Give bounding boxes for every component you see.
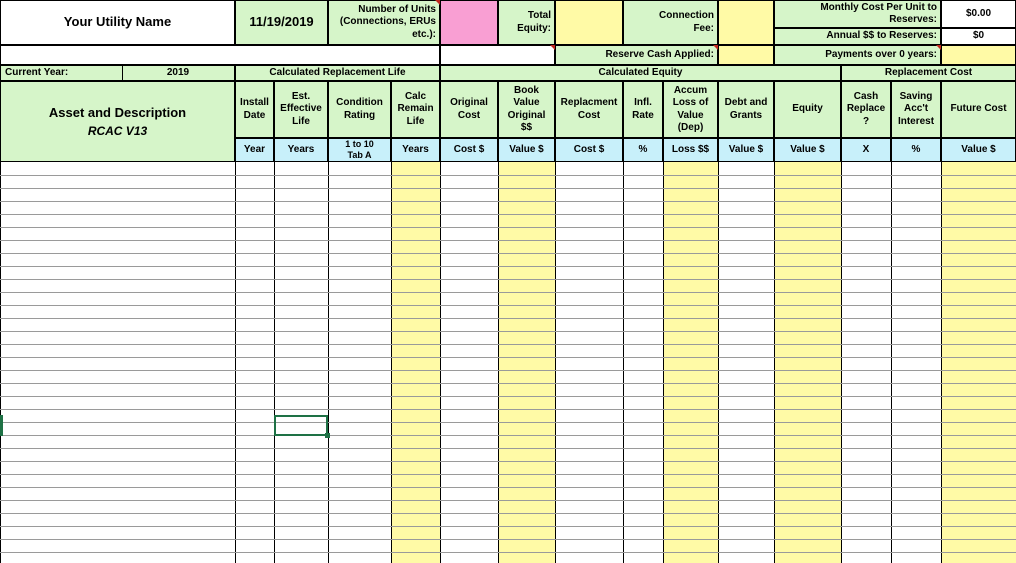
data-column-debt-grants[interactable] [718,162,774,563]
row-gridline [0,201,1016,202]
current-year-label: Current Year: [5,66,123,80]
asset-version: RCAC V13 [87,123,148,138]
reserve-cash-label: Reserve Cash Applied: [555,45,718,65]
connection-fee-label: Connection Fee: [623,0,718,45]
row-gridline [0,344,1016,345]
row-gridline [0,461,1016,462]
row-gridline [0,448,1016,449]
selected-cell[interactable] [274,415,328,436]
row-gridline [0,539,1016,540]
date-cell[interactable]: 11/19/2019 [235,0,328,45]
fill-handle[interactable] [325,433,330,438]
unit-saving-interest: % [891,138,941,162]
unit-book-value: Value $ [498,138,555,162]
comment-marker[interactable] [936,45,941,50]
column-header-condition-rating: Condition Rating [328,81,391,138]
data-column-cash-replace[interactable] [841,162,891,563]
column-header-remain-life: Calc Remain Life [391,81,440,138]
row-gridline [0,292,1016,293]
row-indicator [0,415,3,436]
column-header-saving-interest: Saving Acc't Interest [891,81,941,138]
reserve-blank-cell[interactable] [440,45,555,65]
asset-column[interactable] [0,162,235,563]
row-gridline [0,266,1016,267]
column-header-future-cost: Future Cost [941,81,1016,138]
units-label: Number of Units (Connections, ERUs etc.): [328,0,440,45]
data-column-saving-interest[interactable] [891,162,941,563]
row-gridline [0,513,1016,514]
unit-accum-loss: Loss $$ [663,138,718,162]
column-header-book-value: Book Value Original $$ [498,81,555,138]
row-gridline [0,279,1016,280]
row-gridline [0,526,1016,527]
comment-marker[interactable] [550,45,555,50]
column-header-equity: Equity [774,81,841,138]
asset-title: Asset and Description [48,104,187,120]
units-input[interactable] [440,0,498,45]
column-header-original-cost: Original Cost [440,81,498,138]
unit-effective-life: Years [274,138,328,162]
row-gridline [0,175,1016,176]
unit-install-date: Year [235,138,274,162]
section-calculated-equity: Calculated Equity [440,65,841,81]
row-gridline [0,305,1016,306]
row-gridline [0,253,1016,254]
data-column-future-cost[interactable] [941,162,1016,563]
current-year-bar [0,65,235,81]
unit-condition-rating: 1 to 10 Tab A [328,138,391,162]
data-column-remain-life[interactable] [391,162,440,563]
column-header-replacement-cost: Replacment Cost [555,81,623,138]
row-gridline [0,240,1016,241]
reserve-cash-value[interactable] [718,45,774,65]
row-gridline [0,214,1016,215]
blank-row[interactable] [0,45,440,65]
payments-value[interactable] [941,45,1016,65]
row-gridline [0,409,1016,410]
data-column-book-value[interactable] [498,162,555,563]
monthly-cost-value[interactable]: $0.00 [941,0,1016,28]
column-header-infl-rate: Infl. Rate [623,81,663,138]
asset-description-header [0,81,235,162]
column-header-debt-grants: Debt and Grants [718,81,774,138]
unit-equity: Value $ [774,138,841,162]
unit-original-cost: Cost $ [440,138,498,162]
utility-name[interactable]: Your Utility Name [0,0,235,45]
column-header-accum-loss: Accum Loss of Value (Dep) [663,81,718,138]
row-gridline [0,331,1016,332]
unit-future-cost: Value $ [941,138,1016,162]
section-replacement-life: Calculated Replacement Life [235,65,440,81]
data-column-effective-life[interactable] [274,162,328,563]
row-gridline [0,383,1016,384]
data-column-original-cost[interactable] [440,162,498,563]
row-gridline [0,422,1016,423]
row-gridline [0,188,1016,189]
unit-infl-rate: % [623,138,663,162]
data-column-condition-rating[interactable] [328,162,391,563]
unit-debt-grants: Value $ [718,138,774,162]
data-column-accum-loss[interactable] [663,162,718,563]
annual-reserves-value[interactable]: $0 [941,28,1016,45]
data-column-equity[interactable] [774,162,841,563]
payments-label: Payments over 0 years: [774,45,941,65]
row-gridline [0,435,1016,436]
unit-replacement-cost: Cost $ [555,138,623,162]
row-gridline [0,500,1016,501]
data-column-replacement-cost[interactable] [555,162,623,563]
connection-fee-value[interactable] [718,0,774,45]
row-gridline [0,396,1016,397]
unit-remain-life: Years [391,138,440,162]
comment-marker[interactable] [713,45,718,50]
unit-cash-replace: X [841,138,891,162]
column-header-install-date: Install Date [235,81,274,138]
row-gridline [0,227,1016,228]
data-column-infl-rate[interactable] [623,162,663,563]
data-column-install-date[interactable] [235,162,274,563]
row-gridline [0,487,1016,488]
row-gridline [0,318,1016,319]
row-gridline [0,357,1016,358]
column-header-cash-replace: Cash Replace ? [841,81,891,138]
current-year-value[interactable]: 2019 [166,66,190,78]
row-gridline [0,474,1016,475]
comment-marker[interactable] [435,0,440,5]
row-gridline [0,370,1016,371]
row-gridline [0,552,1016,553]
section-replacement-cost: Replacement Cost [841,65,1016,81]
monthly-cost-label: Monthly Cost Per Unit to Reserves: [774,0,941,28]
annual-reserves-label: Annual $$ to Reserves: [774,28,941,45]
total-equity-label: Total Equity: [498,0,555,45]
total-equity-value[interactable] [555,0,623,45]
column-header-effective-life: Est. Effective Life [274,81,328,138]
